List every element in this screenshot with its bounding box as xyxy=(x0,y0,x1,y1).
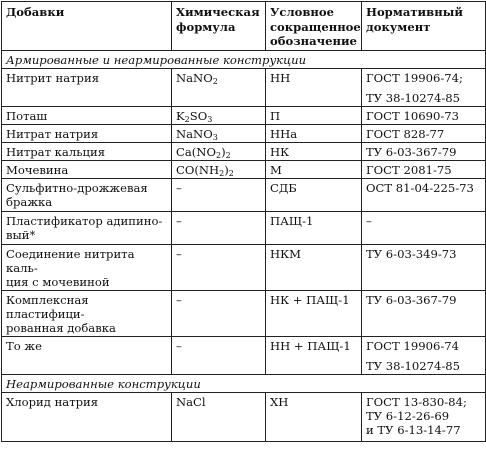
additive-name: Поташ xyxy=(2,106,172,124)
section-title: Неармированные конструкции xyxy=(2,374,486,392)
header-abbreviation: Условное сокращенное обозначение xyxy=(266,2,362,51)
normative-doc: ОСТ 81-04-225-73 xyxy=(362,178,486,211)
normative-doc: ТУ 6-03-349-73 xyxy=(362,244,486,290)
abbreviation: НКМ xyxy=(266,244,362,290)
chemical-formula: NaNO$_3$ xyxy=(172,124,266,142)
table-row xyxy=(2,211,486,244)
header-additives: Добавки xyxy=(2,2,172,51)
table-row xyxy=(2,142,486,160)
additive-name: Комплексная пластифици- рованная добавка xyxy=(2,290,172,336)
abbreviation: П xyxy=(266,106,362,124)
chemical-formula: $CO(NH_2)_2$ xyxy=(172,160,266,178)
abbreviation: НН + ПАЩ-1 xyxy=(266,336,362,374)
section-title: Армированные и неармированные конструкции xyxy=(2,50,486,68)
normative-doc: ГОСТ 19906-74 ТУ 38-10274-85 xyxy=(362,336,486,374)
abbreviation: ННа xyxy=(266,124,362,142)
abbreviation: СДБ xyxy=(266,178,362,211)
additive-name: Мочевина xyxy=(2,160,172,178)
chemical-formula: $K_2SO_3$ xyxy=(172,106,266,124)
chemical-formula: – xyxy=(172,244,266,290)
header-normative-doc: Нормативный документ xyxy=(362,2,486,51)
abbreviation: ХН xyxy=(266,392,362,441)
abbreviation: НК xyxy=(266,142,362,160)
normative-doc: ГОСТ 13-830-84; ТУ 6-12-26-69 и ТУ 6-13-14-77 xyxy=(362,392,486,441)
abbreviation: М xyxy=(266,160,362,178)
additive-name: Соединение нитрита каль- ция с мочевиной xyxy=(2,244,172,290)
normative-doc: – xyxy=(362,211,486,244)
additive-name: То же xyxy=(2,336,172,374)
table-row xyxy=(2,68,486,106)
section-row xyxy=(2,50,486,68)
additive-name: Нитрит натрия xyxy=(2,68,172,106)
normative-doc: ГОСТ 828-77 xyxy=(362,124,486,142)
table-row xyxy=(2,244,486,290)
chemical-formula: NaNO$_2$ xyxy=(172,68,266,106)
table-row xyxy=(2,290,486,336)
abbreviation: НН xyxy=(266,68,362,106)
table-row xyxy=(2,124,486,142)
chemical-formula: – xyxy=(172,178,266,211)
additives-table-container xyxy=(1,1,486,442)
chemical-formula: $Ca(NO_2)_2$ xyxy=(172,142,266,160)
additive-name: Хлорид натрия xyxy=(2,392,172,441)
table-row xyxy=(2,106,486,124)
additives-table xyxy=(1,1,486,442)
abbreviation: ПАЩ-1 xyxy=(266,211,362,244)
table-row xyxy=(2,336,486,374)
normative-doc: ГОСТ 19906-74; ТУ 38-10274-85 xyxy=(362,68,486,106)
additive-name: Сульфитно-дрожжевая бражка xyxy=(2,178,172,211)
additive-name: Нитрат натрия xyxy=(2,124,172,142)
header-formula: Химическая формула xyxy=(172,2,266,51)
table-row xyxy=(2,160,486,178)
table-row xyxy=(2,392,486,441)
normative-doc: ТУ 6-03-367-79 xyxy=(362,290,486,336)
normative-doc: ГОСТ 2081-75 xyxy=(362,160,486,178)
abbreviation: НК + ПАЩ-1 xyxy=(266,290,362,336)
table-row xyxy=(2,178,486,211)
normative-doc: ГОСТ 10690-73 xyxy=(362,106,486,124)
chemical-formula: – xyxy=(172,290,266,336)
additive-name: Нитрат кальция xyxy=(2,142,172,160)
section-row xyxy=(2,374,486,392)
additive-name: Пластификатор адипино- вый* xyxy=(2,211,172,244)
chemical-formula: NaCl xyxy=(172,392,266,441)
chemical-formula: – xyxy=(172,211,266,244)
header-row xyxy=(2,2,486,51)
normative-doc: ТУ 6-03-367-79 xyxy=(362,142,486,160)
chemical-formula: – xyxy=(172,336,266,374)
